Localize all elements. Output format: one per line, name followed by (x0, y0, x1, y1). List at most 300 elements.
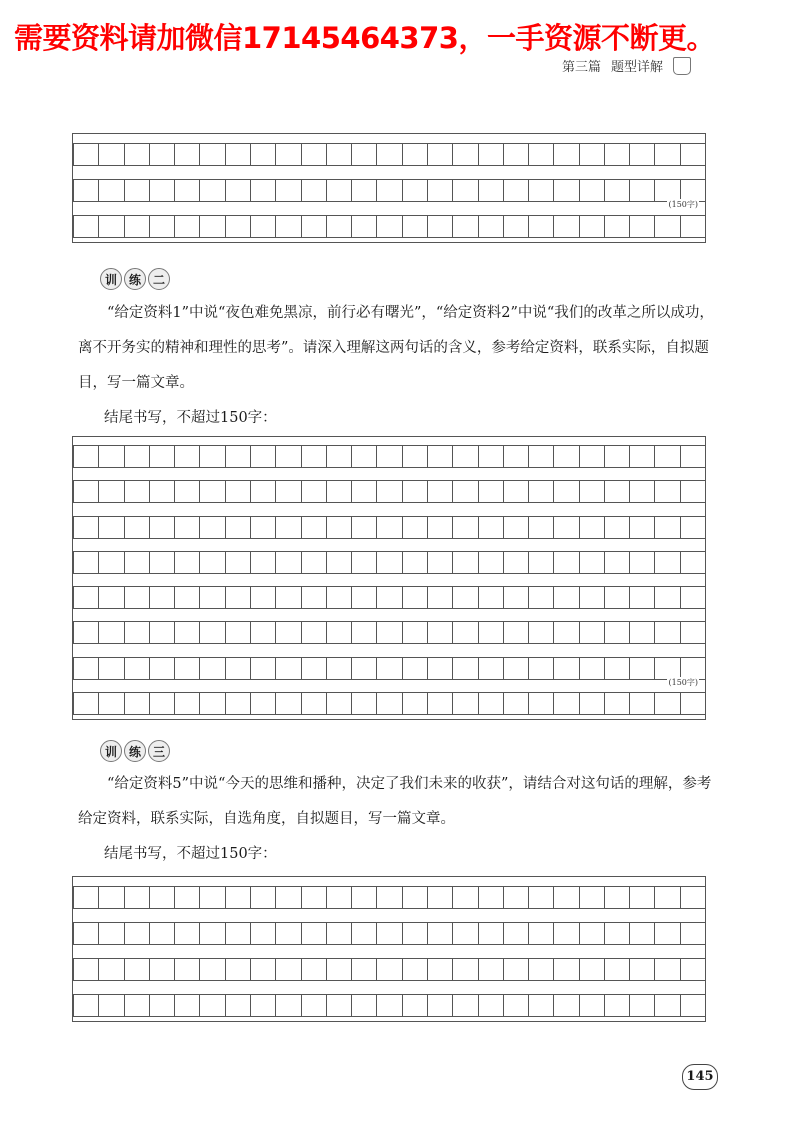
grid-cell (250, 144, 275, 165)
grid-cell (301, 180, 326, 201)
grid-cell (376, 693, 401, 714)
grid-cell (604, 658, 629, 679)
grid-cell (579, 446, 604, 467)
grid-cell (452, 658, 477, 679)
grid-cell (452, 216, 477, 237)
grid-cell (225, 995, 250, 1016)
grid-cell (427, 887, 452, 908)
grid-cell (402, 995, 427, 1016)
grid-cell (579, 959, 604, 980)
grid-cell (478, 959, 503, 980)
grid-cell (73, 552, 98, 573)
grid-cell (478, 144, 503, 165)
grid-cell (654, 180, 679, 201)
grid-cell (528, 180, 553, 201)
grid-cell (654, 587, 679, 608)
grid-cell (503, 552, 528, 573)
grid-cell (149, 481, 174, 502)
cup-icon (673, 57, 691, 75)
grid-cell (351, 959, 376, 980)
watermark-banner: 需要资料请加微信17145464373，一手资源不断更。 (14, 21, 715, 55)
grid-cell (376, 517, 401, 538)
exercise-2-prompt: “给定资料1”中说“夜色难免黑凉，前行必有曙光”，“给定资料2”中说“我们的改革之所以成功，离不开务实的精神和理性的思考”。请深入理解这两句话的含义，参考给定资料，联系实际，自拟题目，写一篇文章。 (78, 305, 714, 391)
grid-cell (553, 622, 578, 643)
title-char: 练 (124, 268, 146, 290)
grid-cell (250, 552, 275, 573)
grid-cell (199, 552, 224, 573)
writing-grid-top (72, 133, 706, 243)
writing-grid-exercise-3 (72, 876, 706, 1022)
grid-cell (427, 923, 452, 944)
grid-cell (427, 622, 452, 643)
grid-cell (250, 587, 275, 608)
grid-cell (376, 144, 401, 165)
grid-cell (250, 446, 275, 467)
grid-cell (250, 216, 275, 237)
grid-cell (149, 693, 174, 714)
grid-cell (199, 517, 224, 538)
grid-cell (250, 180, 275, 201)
grid-cell (402, 693, 427, 714)
grid-cell (427, 959, 452, 980)
grid-cell (503, 622, 528, 643)
grid-cell (225, 959, 250, 980)
grid-cell (174, 446, 199, 467)
grid-cell (553, 959, 578, 980)
grid-cell (98, 144, 123, 165)
grid-cell (604, 995, 629, 1016)
grid-cell (452, 552, 477, 573)
grid-cell (149, 995, 174, 1016)
grid-cell (478, 693, 503, 714)
grid-cell (553, 180, 578, 201)
grid-cell (528, 517, 553, 538)
grid-cell (680, 481, 705, 502)
grid-cell (174, 587, 199, 608)
grid-cell (124, 517, 149, 538)
grid-cell (124, 887, 149, 908)
grid-cell (553, 517, 578, 538)
grid-row (73, 586, 705, 609)
grid-cell (149, 216, 174, 237)
grid-cell (629, 216, 654, 237)
grid-cell (98, 658, 123, 679)
grid-cell (376, 481, 401, 502)
grid-cell (275, 887, 300, 908)
grid-cell (174, 658, 199, 679)
grid-cell (654, 658, 679, 679)
grid-cell (376, 658, 401, 679)
grid-cell (452, 446, 477, 467)
grid-cell (376, 923, 401, 944)
grid-cell (579, 180, 604, 201)
grid-cell (604, 693, 629, 714)
grid-cell (553, 887, 578, 908)
grid-cell (629, 446, 654, 467)
grid-cell (503, 180, 528, 201)
grid-cell (225, 923, 250, 944)
grid-cell (503, 693, 528, 714)
title-char: 训 (100, 740, 122, 762)
grid-cell (604, 180, 629, 201)
grid-row (73, 516, 705, 539)
grid-cell (680, 517, 705, 538)
grid-cell (553, 552, 578, 573)
grid-cell (250, 923, 275, 944)
exercise-3-prompt: “给定资料5”中说“今天的思维和播种，决定了我们未来的收获”，请结合对这句话的理解，参考给定资料，联系实际，自选角度，自拟题目，写一篇文章。 (78, 776, 712, 827)
grid-cell (427, 995, 452, 1016)
grid-cell (452, 517, 477, 538)
grid-cell (174, 180, 199, 201)
grid-cell (326, 180, 351, 201)
grid-cell (301, 959, 326, 980)
grid-cell (427, 517, 452, 538)
grid-cell (225, 552, 250, 573)
grid-cell (680, 959, 705, 980)
grid-cell (326, 995, 351, 1016)
grid-cell (149, 923, 174, 944)
grid-cell (326, 517, 351, 538)
grid-cell (199, 622, 224, 643)
grid-cell (654, 995, 679, 1016)
grid-cell (654, 622, 679, 643)
grid-row (73, 215, 705, 238)
grid-cell (98, 923, 123, 944)
grid-cell (73, 446, 98, 467)
grid-cell (73, 481, 98, 502)
grid-cell (680, 552, 705, 573)
grid-cell (124, 446, 149, 467)
grid-row (73, 551, 705, 574)
grid-cell (351, 622, 376, 643)
grid-cell (680, 180, 705, 201)
grid-cell (326, 923, 351, 944)
grid-cell (225, 481, 250, 502)
exercise-3-title (100, 740, 170, 762)
grid-row (73, 179, 705, 202)
grid-cell (73, 587, 98, 608)
grid-cell (73, 216, 98, 237)
grid-cell (478, 622, 503, 643)
grid-cell (351, 995, 376, 1016)
grid-cell (452, 693, 477, 714)
grid-cell (427, 144, 452, 165)
grid-cell (149, 517, 174, 538)
grid-cell (351, 180, 376, 201)
grid-cell (275, 517, 300, 538)
grid-cell (402, 959, 427, 980)
grid-cell (199, 693, 224, 714)
grid-cell (174, 995, 199, 1016)
grid-row (73, 445, 705, 468)
grid-cell (629, 144, 654, 165)
grid-cell (478, 180, 503, 201)
grid-cell (629, 481, 654, 502)
grid-cell (250, 887, 275, 908)
grid-cell (604, 887, 629, 908)
grid-cell (478, 552, 503, 573)
grid-cell (629, 587, 654, 608)
grid-cell (73, 144, 98, 165)
grid-row (73, 994, 705, 1017)
grid-cell (275, 144, 300, 165)
grid-cell (301, 517, 326, 538)
grid-cell (199, 180, 224, 201)
grid-cell (402, 552, 427, 573)
grid-cell (199, 923, 224, 944)
grid-row (73, 692, 705, 715)
grid-cell (174, 552, 199, 573)
grid-cell (174, 693, 199, 714)
grid-cell (301, 587, 326, 608)
grid-cell (351, 658, 376, 679)
grid-cell (528, 446, 553, 467)
grid-cell (604, 959, 629, 980)
grid-cell (124, 995, 149, 1016)
grid-cell (427, 587, 452, 608)
grid-cell (579, 923, 604, 944)
grid-cell (149, 552, 174, 573)
grid-cell (149, 446, 174, 467)
grid-cell (427, 658, 452, 679)
grid-cell (604, 481, 629, 502)
grid-cell (301, 446, 326, 467)
grid-cell (680, 693, 705, 714)
grid-cell (225, 144, 250, 165)
grid-cell (553, 693, 578, 714)
grid-cell (174, 481, 199, 502)
grid-cell (351, 481, 376, 502)
grid-cell (351, 887, 376, 908)
grid-cell (452, 923, 477, 944)
grid-cell (275, 587, 300, 608)
grid-cell (629, 959, 654, 980)
grid-cell (503, 923, 528, 944)
grid-cell (326, 693, 351, 714)
grid-cell (503, 446, 528, 467)
grid-cell (654, 446, 679, 467)
grid-cell (225, 622, 250, 643)
grid-cell (225, 216, 250, 237)
title-char: 三 (148, 740, 170, 762)
grid-cell (579, 995, 604, 1016)
grid-cell (528, 587, 553, 608)
grid-cell (351, 552, 376, 573)
grid-cell (326, 216, 351, 237)
grid-cell (478, 923, 503, 944)
grid-cell (275, 552, 300, 573)
grid-cell (351, 446, 376, 467)
grid-cell (301, 144, 326, 165)
grid-cell (478, 517, 503, 538)
grid-cell (351, 587, 376, 608)
grid-cell (528, 552, 553, 573)
grid-cell (275, 622, 300, 643)
grid-cell (478, 481, 503, 502)
grid-cell (452, 144, 477, 165)
grid-cell (174, 622, 199, 643)
grid-cell (124, 552, 149, 573)
grid-cell (275, 658, 300, 679)
grid-cell (98, 446, 123, 467)
grid-cell (98, 622, 123, 643)
grid-cell (629, 693, 654, 714)
grid-cell (579, 552, 604, 573)
word-count-marker: (150字) (668, 677, 698, 687)
grid-cell (275, 959, 300, 980)
grid-cell (124, 216, 149, 237)
grid-cell (124, 658, 149, 679)
grid-cell (503, 144, 528, 165)
grid-cell (225, 180, 250, 201)
grid-cell (98, 216, 123, 237)
grid-cell (402, 622, 427, 643)
grid-cell (124, 180, 149, 201)
grid-cell (654, 481, 679, 502)
grid-cell (553, 658, 578, 679)
grid-cell (376, 216, 401, 237)
grid-cell (528, 887, 553, 908)
grid-cell (275, 446, 300, 467)
grid-cell (124, 693, 149, 714)
grid-cell (301, 216, 326, 237)
grid-cell (452, 959, 477, 980)
grid-cell (503, 517, 528, 538)
grid-cell (199, 959, 224, 980)
grid-cell (124, 923, 149, 944)
grid-cell (73, 959, 98, 980)
grid-cell (199, 481, 224, 502)
grid-cell (376, 887, 401, 908)
grid-cell (326, 587, 351, 608)
grid-cell (503, 959, 528, 980)
grid-cell (452, 587, 477, 608)
grid-cell (275, 995, 300, 1016)
grid-cell (478, 995, 503, 1016)
grid-cell (275, 180, 300, 201)
title-char: 二 (148, 268, 170, 290)
grid-cell (680, 144, 705, 165)
grid-cell (604, 517, 629, 538)
grid-cell (326, 552, 351, 573)
grid-cell (376, 959, 401, 980)
grid-cell (351, 144, 376, 165)
grid-cell (301, 481, 326, 502)
grid-cell (250, 959, 275, 980)
grid-row (73, 922, 705, 945)
grid-cell (199, 587, 224, 608)
grid-cell (326, 622, 351, 643)
grid-cell (98, 959, 123, 980)
grid-cell (579, 216, 604, 237)
grid-cell (376, 552, 401, 573)
grid-cell (250, 995, 275, 1016)
grid-row (73, 958, 705, 981)
grid-cell (629, 180, 654, 201)
grid-cell (579, 144, 604, 165)
grid-cell (174, 144, 199, 165)
exercise-2-title (100, 268, 170, 290)
grid-cell (351, 517, 376, 538)
exercise-3-note: 结尾书写，不超过150字： (104, 846, 277, 862)
grid-cell (275, 216, 300, 237)
grid-cell (98, 517, 123, 538)
grid-cell (402, 517, 427, 538)
grid-cell (452, 180, 477, 201)
grid-cell (478, 216, 503, 237)
grid-cell (199, 887, 224, 908)
grid-cell (427, 481, 452, 502)
grid-cell (478, 887, 503, 908)
grid-cell (149, 658, 174, 679)
grid-cell (351, 693, 376, 714)
grid-cell (427, 180, 452, 201)
grid-cell (376, 587, 401, 608)
grid-cell (351, 216, 376, 237)
grid-cell (98, 995, 123, 1016)
grid-cell (654, 216, 679, 237)
grid-cell (680, 587, 705, 608)
page-number: 145 (682, 1064, 718, 1090)
grid-cell (452, 622, 477, 643)
grid-cell (199, 144, 224, 165)
grid-cell (225, 693, 250, 714)
grid-cell (326, 144, 351, 165)
grid-cell (250, 622, 275, 643)
grid-cell (503, 887, 528, 908)
grid-cell (452, 995, 477, 1016)
grid-cell (680, 995, 705, 1016)
grid-cell (579, 622, 604, 643)
grid-cell (553, 481, 578, 502)
grid-cell (98, 481, 123, 502)
grid-cell (301, 995, 326, 1016)
grid-cell (427, 216, 452, 237)
grid-cell (503, 481, 528, 502)
grid-cell (604, 923, 629, 944)
grid-cell (604, 587, 629, 608)
grid-cell (301, 923, 326, 944)
grid-cell (553, 923, 578, 944)
grid-cell (452, 887, 477, 908)
grid-row (73, 480, 705, 503)
grid-cell (174, 887, 199, 908)
grid-cell (654, 552, 679, 573)
grid-cell (326, 658, 351, 679)
header-title: 题型详解 (611, 60, 664, 75)
grid-row (73, 657, 705, 680)
grid-cell (528, 693, 553, 714)
grid-cell (654, 959, 679, 980)
grid-cell (629, 887, 654, 908)
grid-cell (654, 693, 679, 714)
grid-cell (528, 658, 553, 679)
grid-cell (73, 693, 98, 714)
grid-cell (174, 959, 199, 980)
grid-cell (503, 587, 528, 608)
grid-cell (149, 887, 174, 908)
exercise-2-note: 结尾书写，不超过150字： (104, 410, 277, 426)
grid-cell (174, 216, 199, 237)
grid-cell (124, 959, 149, 980)
grid-cell (680, 887, 705, 908)
grid-cell (402, 587, 427, 608)
grid-cell (680, 446, 705, 467)
grid-cell (654, 517, 679, 538)
grid-cell (98, 180, 123, 201)
grid-cell (98, 587, 123, 608)
grid-cell (402, 658, 427, 679)
